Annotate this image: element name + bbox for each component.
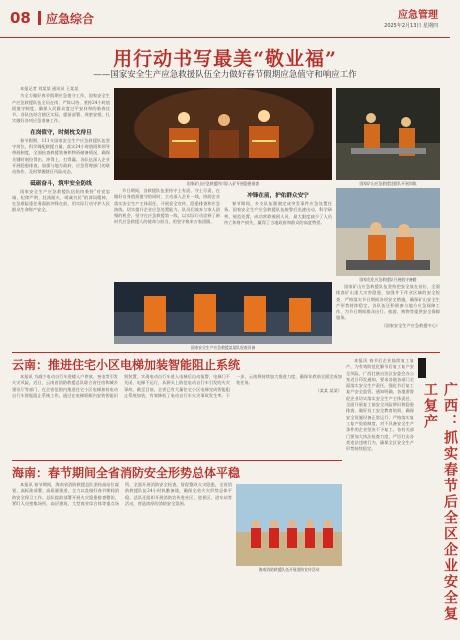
photo-caption: 国家矿山应急救援四川队入矿开展隐患排查 xyxy=(186,181,260,186)
lead-photo-training xyxy=(336,88,440,180)
photo-caption: 国家矿山应急救援沈阳队开展训练 xyxy=(359,181,417,186)
hainan-title: 海南：春节期间全省消防安全形势总体平稳 xyxy=(12,466,241,480)
yunnan-credit: （某某 某某） xyxy=(315,387,342,393)
lead-column-2 xyxy=(114,188,220,280)
lead-title: 用行动书写最美“敬业福” xyxy=(113,48,337,70)
lead-column-1 xyxy=(12,86,110,348)
lead-column-4 xyxy=(336,284,440,344)
lead-column-3 xyxy=(224,188,332,280)
hainan-body xyxy=(12,482,232,632)
issue-date: 2025年2月13日 星期四 xyxy=(384,23,438,29)
guangxi-body xyxy=(346,358,414,634)
yunnan-paragraph: 本报讯 为减少电动自行车进楼入户停放、充电等引发火灾风险，近日，云南省消防救援总队联合省住房和城乡建设厅等部门，在全省范围内推进住宅小区电梯加装电动自行车智能阻止系统工作。通过在电梯轿厢内安装智能识别装置，实现电动自行车进入电梯后自动报警、电梯门不关闭、电梯不运行，从源头上防范电动自行车引发的火灾事故。截至目前，全省已有大量住宅小区电梯完成智能阻止系统加装，有效降低了电动自行车火灾事故发生率。下一步，云南将持续加大推进力度，确保年底前全面完成加装任务。 xyxy=(12,374,342,398)
lead-subhead: 在岗值守，时刻枕戈待旦 xyxy=(30,129,92,136)
lead-paragraph: 春节假期，111支国家安全生产应急救援队伍坚守岗位，科学调配救援力量，落实24小时值班和领导带班制度，全面检查救援装备和物资储备情况，确保关键时刻拉得出、冲得上、打得赢。各队伍深入企业开展隐患排查，加强与地方政府、应急管理部门的联动协作，及时掌握辖区风险动态。 xyxy=(12,137,110,175)
lead-photo-rescuers xyxy=(114,88,332,180)
lead-subhead: 砥砺奋斗，筑牢安全防线 xyxy=(30,180,92,187)
newspaper-name: 应急管理 xyxy=(398,10,438,21)
lead-paragraph: 节日期间，各救援队伍坚持守土有责、守土尽责，在做好自身值班值守的同时，主动深入企业一线，协助企业落实安全生产主体责任，开展安全宣传、隐患排查和应急演练，切实提升企业应急处置能力。队员们放弃与家人团聚的机会，坚守在应急救援第一线，以实际行动诠释了新时代应急救援人的使命与担当，用坚守换来万家团圆。 xyxy=(114,188,220,225)
page-header xyxy=(0,0,450,38)
lead-byline: 本报记者 刘某某 通讯员 王某某 xyxy=(20,86,79,91)
lead-paragraph: 国家安全生产应急救援队伍始终秉持“对党忠诚、纪律严明、赴汤蹈火、竭诚为民”的训词精神，在急难险重任务面前冲锋在前，用实际行动守护人民群众生命财产安全。 xyxy=(12,188,110,213)
lead-photo-equipment xyxy=(114,282,332,344)
section-divider xyxy=(38,11,41,25)
lead-paragraph: 国家矿山应急救援队伍坚持把安全放在首位，全面排查矿山重大灾害隐患，加强井下作业区域的安全检查，严格落实节日期间各项安全措施，确保矿山安全生产形势持续稳定。各队伍还积极参与地方应急保障工作，为节日期间群众出行、旅游、购物等提供安全保障服务。 xyxy=(336,284,440,321)
page-number: 08 xyxy=(10,9,31,27)
lead-subtitle: ——国家安全生产应急救援队伍全力做好春节假期应急值守和响应工作 xyxy=(93,70,357,80)
lead-paragraph: 春节期间，多支队伍圆满完成突发事件应急处置任务。国家安全生产应急救援队伍接警后迅速出动，科学研判、规范处置，成功营救被困人员，最大限度减少了人员伤亡和财产损失，赢得了当地政府和群众的高度赞誉。 xyxy=(224,201,332,225)
lead-photo-duty xyxy=(336,188,440,276)
lead-subhead: 冲锋在前，护佑群众安宁 xyxy=(247,193,309,199)
guangxi-title: 广西：抓实春节后全区企业安全复工复产 xyxy=(422,382,458,622)
lead-credit: （国家安全生产应急救援中心） xyxy=(381,322,440,328)
photo-caption: 国家安全生产应急救援某某队检查设备 xyxy=(190,345,256,350)
lead-paragraph: 为全力做好春节假期应急值守工作，国家安全生产应急救援队伍全员在岗、严阵以待，坚持24小时值班值守制度，确保人民群众度过平安祥和的新春佳节。各队伍结合辖区实际，提前部署、周密安排，扎实做好各项应急准备工作。 xyxy=(12,93,110,124)
photo-caption: 海南消防救援队伍开展消防宣传活动 xyxy=(258,567,320,572)
yunnan-body xyxy=(12,374,342,456)
guangxi-marker xyxy=(418,358,426,378)
section-name: 应急综合 xyxy=(46,12,95,26)
section-rule xyxy=(12,352,440,353)
hainan-paragraph: 本报讯 春节期间，海南省消防救援总队坚持高站位谋划、高标准部署、高质量推进，全力以赴做好春节期间消防安全保卫工作。总队提前部署开展火灾隐患排查整治，紧盯人员密集场所、高层建筑、大型商业综合体等重点场所，全面开展消防安全检查，督促整改火灾隐患，全省消防救援队伍24小时执勤备战，确保全省火灾形势总体平稳。总队还组织开展消防宣传进社区、进景区、进车站等活动，营造浓厚的消防安全氛围。 xyxy=(12,482,232,506)
hainan-photo xyxy=(236,484,342,566)
yunnan-title: 云南：推进住宅小区电梯加装智能阻止系统 xyxy=(12,358,241,372)
guangxi-paragraph: 本报讯 春节后企业陆续复工复产，为有效防范化解节后复工复产安全风险，广西壮族自治区安委会办公室近日印发通知，要求各地各部门全面落实安全生产责任，强化节后复工复产安全监管。通知明确，各地要督促企业切实落实安全生产主体责任，全面开展复工前安全风险辨识和隐患排查，做好员工安全教育培训，确保安全设施设备正常运行；严格落实复工复产验收制度，对不具备安全生产条件的企业坚决不予复工。各有关部门要加大执法检查力度，严厉打击各类违法违规行为，确保全区安全生产形势持续稳定。 xyxy=(346,358,414,452)
photo-caption: 国家危化应急救援队开展值守备勤 xyxy=(359,277,417,282)
section-rule xyxy=(12,460,342,461)
